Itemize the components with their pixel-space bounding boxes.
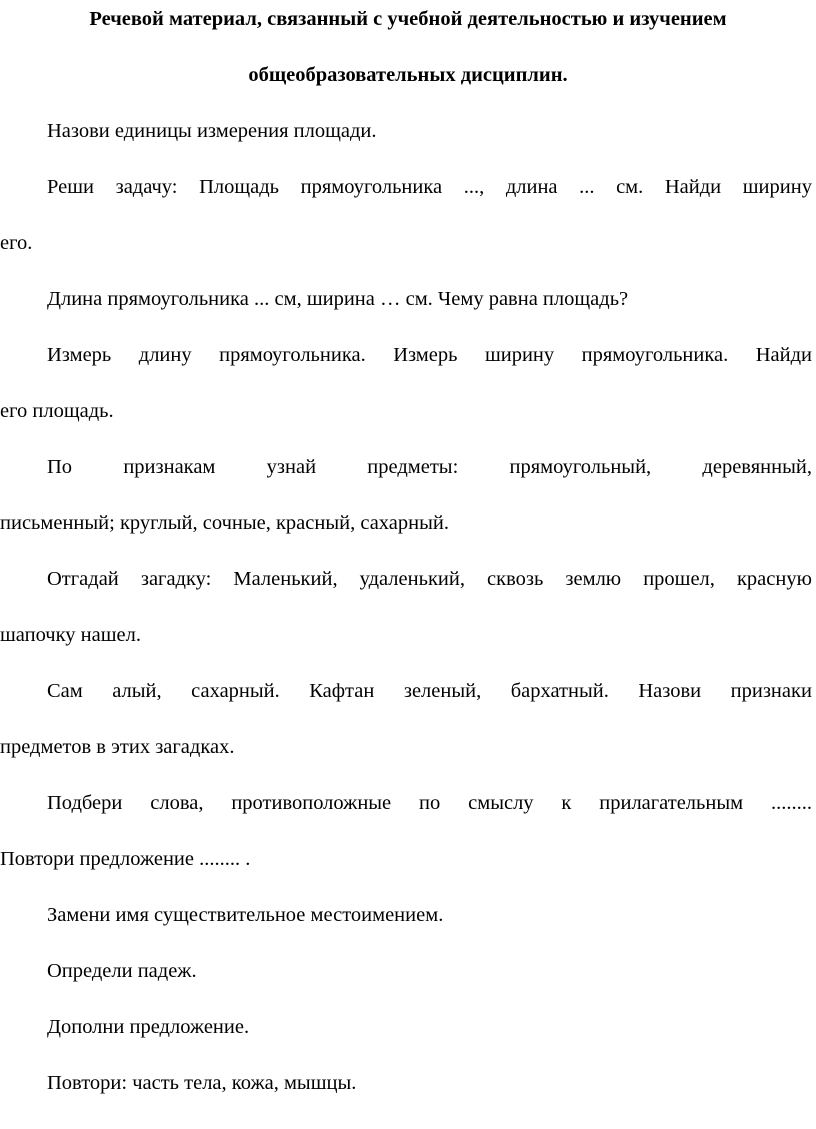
heading-line-1: Речевой материал, связанный с учебной деятельностью и изучением: [89, 8, 727, 30]
paragraph-pronoun: Замени имя существительное местоимением.: [47, 904, 444, 926]
paragraph-riddle-line-1: Отгадай загадку: Маленький, удаленький, сквозь землю прошел, красную: [47, 568, 812, 590]
paragraph-attributes-line-2: письменный; круглый, сочные, красный, сахарный.: [0, 512, 449, 534]
paragraph-area-units: Назови единицы измерения площади.: [47, 120, 377, 142]
paragraph-body-parts: Повтори: часть тела, кожа, мышцы.: [47, 1072, 357, 1094]
heading-line-2: общеобразовательных дисциплин.: [248, 64, 568, 86]
paragraph-case: Определи падеж.: [47, 960, 197, 982]
paragraph-riddle2-line-1: Сам алый, сахарный. Кафтан зеленый, бархатный. Назови признаки: [47, 680, 812, 702]
paragraph-measure-line-2: его площадь.: [0, 400, 114, 422]
paragraph-measure-line-1: Измерь длину прямоугольника. Измерь ширину прямоугольника. Найди: [47, 344, 812, 366]
paragraph-rectangle-area: Длина прямоугольника ... см, ширина … см. Чему равна площадь?: [47, 288, 629, 310]
paragraph-antonyms-line-1: Подбери слова, противоположные по смыслу к прилагательным ........: [47, 792, 812, 814]
paragraph-riddle-line-2: шапочку нашел.: [0, 624, 141, 646]
paragraph-complete-sentence: Дополни предложение.: [47, 1016, 250, 1038]
paragraph-find-width-line-2: его.: [0, 232, 33, 254]
paragraph-antonyms-line-2: Повтори предложение ........ .: [0, 848, 251, 870]
paragraph-riddle2-line-2: предметов в этих загадках.: [0, 736, 235, 758]
paragraph-attributes-line-1: По признакам узнай предметы: прямоугольный, деревянный,: [47, 456, 812, 478]
paragraph-find-width-line-1: Реши задачу: Площадь прямоугольника ..., длина ... см. Найди ширину: [47, 176, 812, 198]
